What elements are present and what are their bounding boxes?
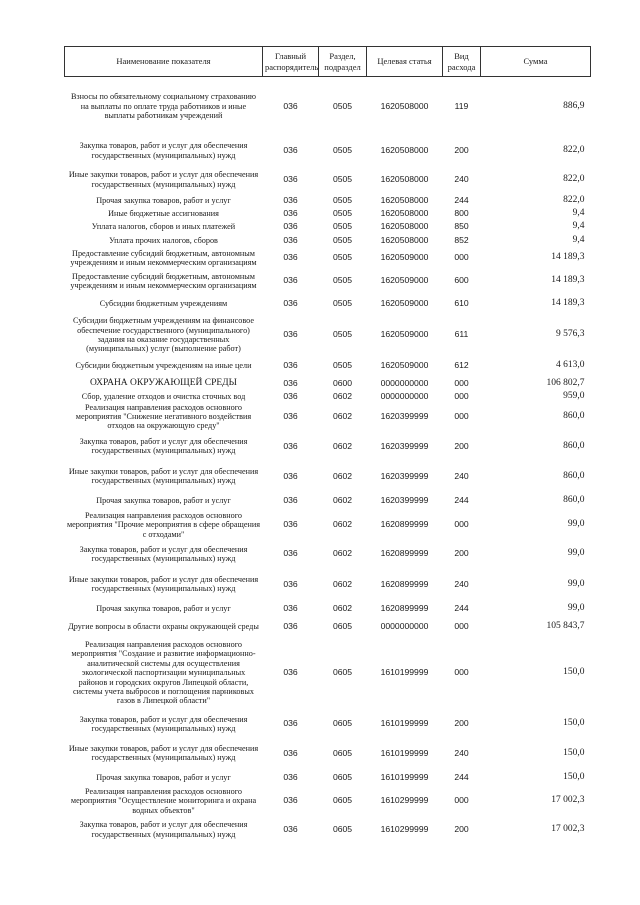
row-section-code: 0602	[332, 495, 353, 506]
row-sum: 14 189,3	[551, 275, 585, 286]
row-section-code: 0505	[332, 100, 353, 111]
table-row	[65, 787, 591, 815]
row-expense-type: 000	[454, 410, 469, 421]
row-article-code: 1620899999	[380, 519, 429, 530]
table-row	[65, 462, 591, 491]
row-name: Иные закупки товаров, работ и услуг для обеспечения государственных (муниципальных) нужд	[68, 170, 259, 189]
row-section-code: 0605	[332, 795, 353, 806]
row-sum: 99,0	[567, 578, 585, 589]
row-expense-type: 612	[454, 360, 469, 371]
row-expense-type: 610	[454, 298, 469, 309]
row-name: Предоставление субсидий бюджетным, автономным учреждениям и иным некоммерческим организациям	[70, 271, 257, 290]
row-admin-code: 036	[283, 221, 298, 232]
table-row	[65, 710, 591, 738]
row-expense-type: 000	[454, 252, 469, 263]
row-sum: 150,0	[563, 772, 585, 783]
row-sum: 14 189,3	[551, 252, 585, 263]
row-article-code: 1620508000	[380, 173, 429, 184]
row-section-code: 0605	[332, 667, 353, 678]
row-expense-type: 200	[454, 440, 469, 451]
row-article-code: 1620509000	[380, 329, 429, 340]
row-expense-type: 600	[454, 275, 469, 286]
table-row	[65, 769, 591, 787]
row-section-code: 0505	[332, 208, 353, 219]
row-sum: 17 002,3	[551, 795, 585, 806]
row-section-code: 0505	[332, 329, 353, 340]
row-expense-type: 800	[454, 208, 469, 219]
row-admin-code: 036	[283, 144, 298, 155]
table-row	[65, 194, 591, 208]
row-sum: 106 802,7	[546, 377, 585, 388]
table-body	[65, 77, 591, 845]
row-admin-code: 036	[283, 329, 298, 340]
row-sum: 99,0	[567, 602, 585, 613]
row-name: Другие вопросы в области охраны окружающей среды	[68, 621, 259, 631]
table-header-row	[65, 47, 591, 77]
row-name: Иные закупки товаров, работ и услуг для обеспечения государственных (муниципальных) нужд	[68, 466, 259, 486]
row-name: Реализация направления расходов основного мероприятия "Снижение негативного воздействия отходов на окружающую среду"	[75, 402, 252, 431]
row-admin-code: 036	[283, 410, 298, 421]
row-expense-type: 852	[454, 234, 469, 245]
table-row	[65, 403, 591, 431]
row-name: Сбор, удаление отходов и очистка сточных вод	[81, 391, 246, 401]
row-name: ОХРАНА ОКРУЖАЮЩЕЙ СРЕДЫ	[90, 377, 237, 388]
row-section-code: 0602	[332, 519, 353, 530]
row-name: Предоставление субсидий бюджетным, автономным учреждениям и иным некоммерческим организациям	[70, 248, 257, 267]
row-admin-code: 036	[283, 772, 298, 783]
row-article-code: 1620399999	[380, 410, 429, 421]
table-row	[65, 234, 591, 248]
row-section-code: 0605	[332, 823, 353, 834]
row-article-code: 1620508000	[380, 208, 429, 219]
row-name: Субсидии бюджетным учреждениям	[99, 299, 228, 309]
header-article: Целевая статья	[367, 47, 443, 77]
table-row	[65, 391, 591, 403]
row-section-code: 0602	[332, 440, 353, 451]
row-admin-code: 036	[283, 298, 298, 309]
table-row	[65, 600, 591, 617]
header-admin: Главный распорядитель	[263, 47, 319, 77]
row-name: Иные закупки товаров, работ и услуг для обеспечения государственных (муниципальных) нужд	[68, 575, 259, 594]
row-article-code: 1620509000	[380, 298, 429, 309]
row-name: Субсидии бюджетным учреждениям на иные цели	[75, 361, 252, 371]
table-row	[65, 617, 591, 636]
row-article-code: 1620508000	[380, 194, 429, 205]
row-article-code: 1610199999	[380, 718, 429, 729]
row-name: Взносы по обязательному социальному страхованию на выплаты по оплате труда работников и иные выплаты работникам учреждений	[70, 92, 257, 120]
row-section-code: 0605	[332, 772, 353, 783]
header-section: Раздел, подраздел	[319, 47, 367, 77]
row-article-code: 1620508000	[380, 100, 429, 111]
row-name: Реализация направления расходов основного мероприятия "Осуществление мониторинга и охрана водных объектов"	[70, 786, 257, 815]
table-row	[65, 136, 591, 166]
row-sum: 150,0	[563, 667, 585, 678]
row-name: Прочая закупка товаров, работ и услуг	[96, 195, 231, 205]
row-sum: 99,0	[567, 519, 585, 530]
row-sum: 17 002,3	[551, 823, 585, 834]
row-expense-type: 119	[454, 100, 469, 111]
row-name: Уплата прочих налогов, сборов	[109, 235, 218, 245]
row-sum: 822,0	[563, 173, 585, 184]
row-admin-code: 036	[283, 377, 298, 388]
row-section-code: 0505	[332, 252, 353, 263]
row-section-code: 0505	[332, 298, 353, 309]
row-article-code: 1620509000	[380, 360, 429, 371]
row-admin-code: 036	[283, 823, 298, 834]
row-section-code: 0605	[332, 747, 353, 758]
row-section-code: 0505	[332, 144, 353, 155]
row-section-code: 0602	[332, 410, 353, 421]
row-article-code: 1610199999	[380, 747, 429, 758]
row-article-code: 1620509000	[380, 252, 429, 263]
table-row	[65, 166, 591, 194]
row-expense-type: 200	[454, 548, 469, 559]
row-article-code: 1610199999	[380, 667, 429, 678]
row-section-code: 0505	[332, 194, 353, 205]
row-article-code: 1620899999	[380, 578, 429, 589]
row-expense-type: 000	[454, 377, 469, 388]
row-expense-type: 240	[454, 173, 469, 184]
row-name: Прочая закупка товаров, работ и услуг	[96, 496, 231, 506]
row-section-code: 0605	[332, 620, 353, 631]
row-admin-code: 036	[283, 578, 298, 589]
row-expense-type: 200	[454, 144, 469, 155]
table-row	[65, 294, 591, 315]
row-sum: 9,4	[572, 234, 585, 245]
row-name: Прочая закупка товаров, работ и услуг	[96, 773, 231, 783]
table-row	[65, 356, 591, 377]
row-expense-type: 240	[454, 578, 469, 589]
row-admin-code: 036	[283, 519, 298, 530]
row-admin-code: 036	[283, 194, 298, 205]
row-sum: 959,0	[563, 390, 585, 401]
row-article-code: 1620399999	[380, 440, 429, 451]
row-article-code: 1620899999	[380, 602, 429, 613]
row-section-code: 0602	[332, 578, 353, 589]
row-name: Реализация направления расходов основного мероприятия "Создание и развитие информационно-аналитической системы для осуществления экологической паспортизации муниципальных районов и городских округов Липецкой области, системы учета выбросов и поглощения парниковых газов в Липецкой области"	[71, 640, 256, 706]
header-name: Наименование показателя	[65, 47, 263, 77]
row-name: Закупка товаров, работ и услуг для обеспечения государственных (муниципальных) нужд	[79, 714, 248, 733]
row-section-code: 0605	[332, 718, 353, 729]
row-name: Уплата налогов, сборов и иных платежей	[91, 222, 236, 232]
row-admin-code: 036	[283, 252, 298, 263]
table-row	[65, 221, 591, 234]
row-expense-type: 244	[454, 772, 469, 783]
row-sum: 9,4	[572, 221, 585, 232]
row-admin-code: 036	[283, 440, 298, 451]
budget-table-page	[64, 46, 590, 844]
table-row	[65, 815, 591, 844]
row-sum: 822,0	[563, 144, 585, 155]
row-expense-type: 000	[454, 667, 469, 678]
row-expense-type: 611	[454, 329, 469, 340]
row-admin-code: 036	[283, 548, 298, 559]
row-admin-code: 036	[283, 667, 298, 678]
row-expense-type: 240	[454, 470, 469, 481]
row-section-code: 0505	[332, 275, 353, 286]
row-sum: 860,0	[563, 440, 585, 451]
row-name: Прочая закупка товаров, работ и услуг	[96, 603, 231, 613]
row-article-code: 1620399999	[380, 470, 429, 481]
row-sum: 150,0	[563, 747, 585, 758]
table-row	[65, 377, 591, 391]
table-row	[65, 738, 591, 769]
row-expense-type: 850	[454, 221, 469, 232]
row-article-code: 0000000000	[380, 377, 429, 388]
row-section-code: 0505	[332, 173, 353, 184]
row-article-code: 0000000000	[380, 620, 429, 631]
table-row	[65, 315, 591, 356]
table-row	[65, 636, 591, 710]
row-admin-code: 036	[283, 390, 298, 401]
table-row	[65, 569, 591, 600]
row-article-code: 1620508000	[380, 221, 429, 232]
row-sum: 9,4	[572, 208, 585, 219]
row-expense-type: 244	[454, 194, 469, 205]
row-article-code: 1620899999	[380, 548, 429, 559]
table-row	[65, 77, 591, 136]
row-name: Закупка товаров, работ и услуг для обеспечения государственных (муниципальных) нужд	[79, 820, 248, 839]
row-expense-type: 240	[454, 747, 469, 758]
row-admin-code: 036	[283, 100, 298, 111]
row-admin-code: 036	[283, 234, 298, 245]
row-sum: 860,0	[563, 410, 585, 421]
row-sum: 14 189,3	[551, 298, 585, 309]
row-article-code: 1620508000	[380, 144, 429, 155]
row-expense-type: 200	[454, 823, 469, 834]
row-admin-code: 036	[283, 360, 298, 371]
row-expense-type: 000	[454, 390, 469, 401]
row-section-code: 0602	[332, 548, 353, 559]
row-name: Закупка товаров, работ и услуг для обеспечения государственных (муниципальных) нужд	[79, 544, 248, 563]
row-name: Закупка товаров, работ и услуг для обеспечения государственных (муниципальных) нужд	[79, 141, 248, 160]
header-sum: Сумма	[481, 47, 591, 77]
row-expense-type: 000	[454, 519, 469, 530]
row-article-code: 1610299999	[380, 795, 429, 806]
row-sum: 9 576,3	[556, 329, 585, 340]
row-admin-code: 036	[283, 747, 298, 758]
table-row	[65, 248, 591, 269]
row-sum: 150,0	[563, 718, 585, 729]
row-article-code: 1620508000	[380, 234, 429, 245]
row-section-code: 0602	[332, 602, 353, 613]
row-article-code: 1620399999	[380, 495, 429, 506]
header-type: Вид расхода	[443, 47, 481, 77]
row-expense-type: 000	[454, 795, 469, 806]
row-section-code: 0602	[332, 470, 353, 481]
row-admin-code: 036	[283, 470, 298, 481]
row-name: Закупка товаров, работ и услуг для обеспечения государственных (муниципальных) нужд	[79, 436, 248, 456]
table-row	[65, 539, 591, 569]
table-row	[65, 431, 591, 462]
row-expense-type: 000	[454, 620, 469, 631]
row-sum: 886,9	[563, 100, 585, 111]
row-expense-type: 200	[454, 718, 469, 729]
row-article-code: 1610199999	[380, 772, 429, 783]
row-section-code: 0505	[332, 360, 353, 371]
row-admin-code: 036	[283, 208, 298, 219]
table-row	[65, 208, 591, 221]
row-admin-code: 036	[283, 795, 298, 806]
row-sum: 4 613,0	[556, 360, 585, 371]
row-sum: 860,0	[563, 495, 585, 506]
row-article-code: 1610299999	[380, 823, 429, 834]
row-section-code: 0602	[332, 390, 353, 401]
row-admin-code: 036	[283, 602, 298, 613]
row-sum: 822,0	[563, 194, 585, 205]
row-section-code: 0505	[332, 221, 353, 232]
row-admin-code: 036	[283, 718, 298, 729]
budget-table	[64, 46, 591, 844]
row-name: Субсидии бюджетным учреждениям на финансовое обеспечение государственного (муниципального) задания на оказание государственных (муниципальных) услуг (выполнение работ)	[73, 316, 254, 354]
row-expense-type: 244	[454, 602, 469, 613]
table-row	[65, 491, 591, 511]
row-admin-code: 036	[283, 173, 298, 184]
row-admin-code: 036	[283, 620, 298, 631]
table-row	[65, 511, 591, 539]
table-row	[65, 269, 591, 294]
row-admin-code: 036	[283, 275, 298, 286]
row-name: Иные закупки товаров, работ и услуг для обеспечения государственных (муниципальных) нужд	[68, 744, 259, 763]
row-admin-code: 036	[283, 495, 298, 506]
row-expense-type: 244	[454, 495, 469, 506]
row-section-code: 0505	[332, 234, 353, 245]
row-section-code: 0600	[332, 377, 353, 388]
row-article-code: 0000000000	[380, 390, 429, 401]
row-name: Иные бюджетные ассигнования	[108, 209, 219, 219]
row-sum: 105 843,7	[546, 620, 585, 631]
row-article-code: 1620509000	[380, 275, 429, 286]
row-name: Реализация направления расходов основного мероприятия "Прочие мероприятия в сфере обращения с отходами"	[66, 510, 261, 539]
row-sum: 99,0	[567, 548, 585, 559]
row-sum: 860,0	[563, 470, 585, 481]
